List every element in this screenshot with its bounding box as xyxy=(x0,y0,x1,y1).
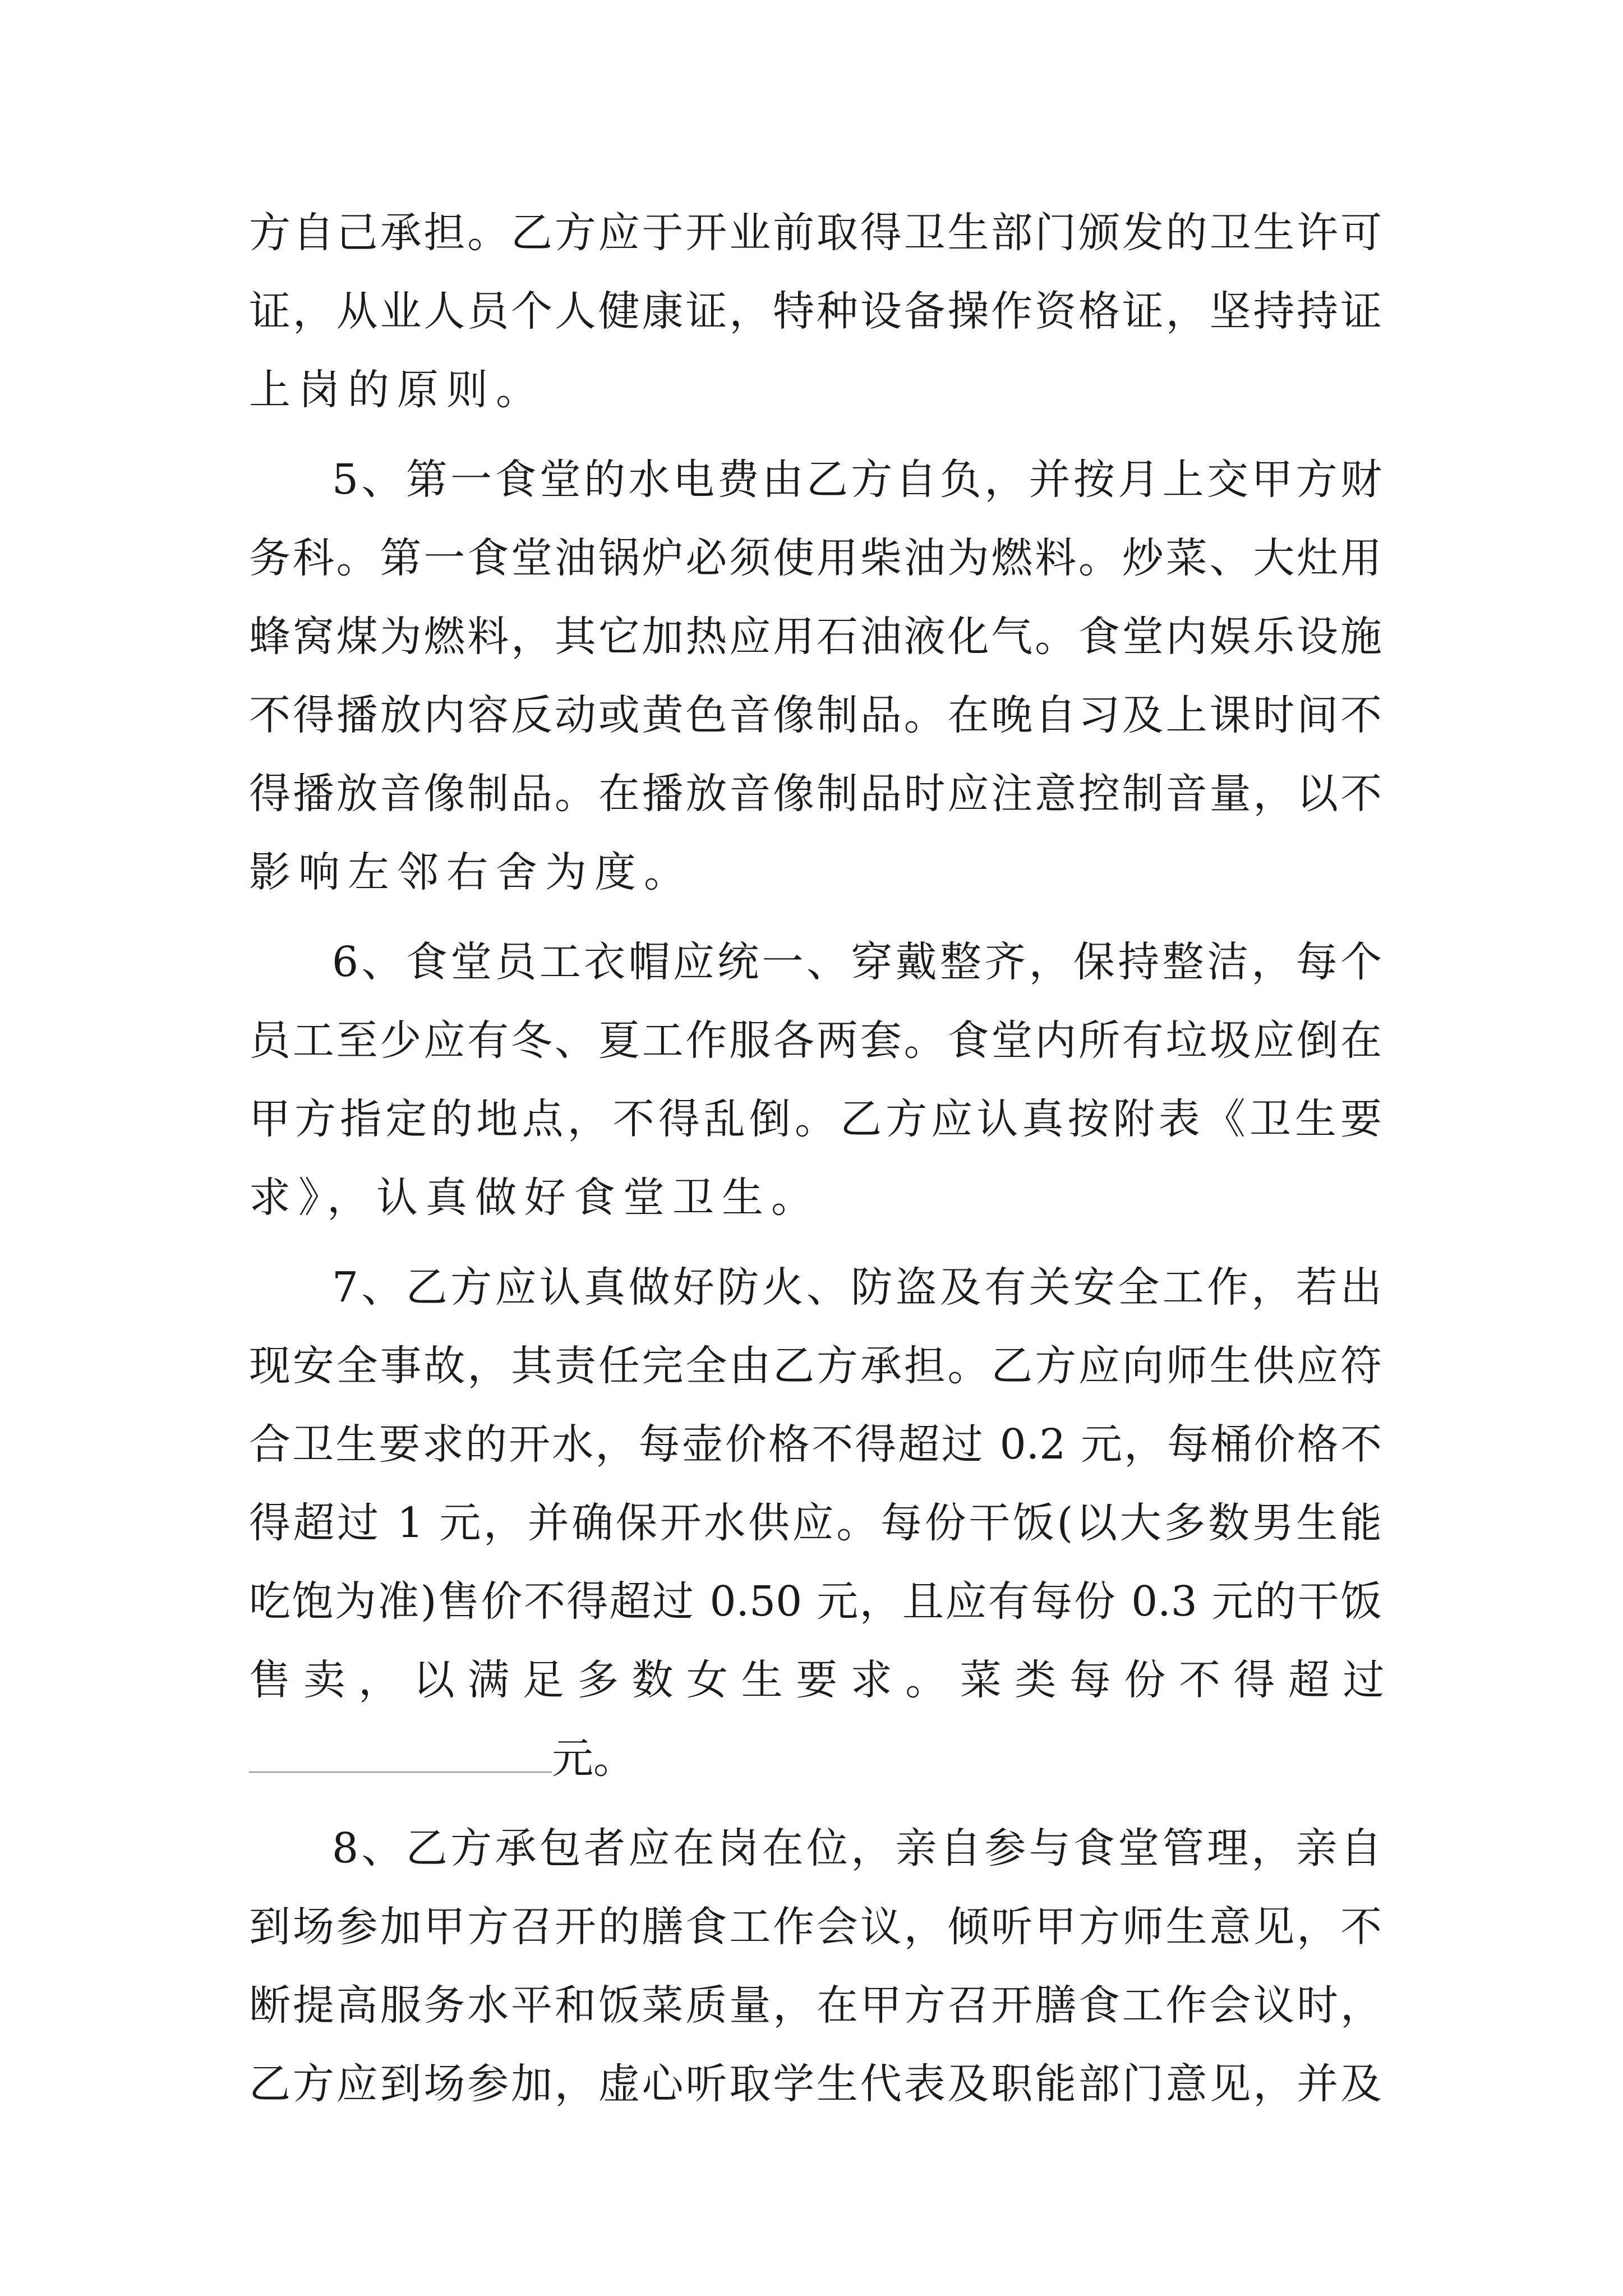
text-line: 方自己承担。乙方应于开业前取得卫生部门颁发的卫生许可 xyxy=(249,209,1382,257)
text-line: 乙方应到场参加，虚心听取学生代表及职能部门意见，并及 xyxy=(249,2060,1382,2108)
text-line: 求》，认真做好食堂卫生。 xyxy=(249,1174,820,1222)
text-line: 甲方指定的地点，不得乱倒。乙方应认真按附表《卫生要 xyxy=(249,1095,1382,1143)
text-line: 务科。第一食堂油锅炉必须使用柴油为燃料。炒菜、大灶用 xyxy=(249,534,1382,582)
blank-suffix-text: 元。 xyxy=(552,1734,635,1783)
paragraph-6-first-line: 6、食堂员工衣帽应统一、穿戴整齐，保持整洁，每个 xyxy=(332,938,1382,986)
text-line: 不得播放内容反动或黄色音像制品。在晚自习及上课时间不 xyxy=(249,691,1382,739)
text-line: 员工至少应有冬、夏工作服各两套。食堂内所有垃圾应倒在 xyxy=(249,1016,1382,1065)
text-line: 合卫生要求的开水，每壶价格不得超过 0.2 元，每桶价格不 xyxy=(249,1420,1382,1469)
text-line: 售 卖 ， 以 满 足 多 数 女 生 要 求 。 菜 类 每 份 不 得 超 过 xyxy=(249,1656,1385,1704)
text-line: 得播放音像制品。在播放音像制品时应注意控制音量，以不 xyxy=(249,770,1382,818)
text-line: 蜂窝煤为燃料，其它加热应用石油液化气。食堂内娱乐设施 xyxy=(249,613,1382,661)
text-line: 证，从业人员个人健康证，特种设备操作资格证，坚持持证 xyxy=(249,287,1382,335)
text-line: 现安全事故，其责任完全由乙方承担。乙方应向师生供应符 xyxy=(249,1342,1382,1390)
paragraph-7-first-line: 7、乙方应认真做好防火、防盗及有关安全工作，若出 xyxy=(332,1263,1382,1312)
text-line: 吃饱为准)售价不得超过 0.50 元，且应有每份 0.3 元的干饭 xyxy=(249,1577,1382,1626)
text-line: 上岗的原则。 xyxy=(249,366,545,414)
fill-in-blank-line xyxy=(249,1719,635,1798)
paragraph-8-first-line: 8、乙方承包者应在岗在位，亲自参与食堂管理，亲自 xyxy=(332,1824,1382,1872)
fill-in-blank[interactable] xyxy=(249,1727,552,1773)
text-line: 断提高服务水平和饭菜质量，在甲方召开膳食工作会议时， xyxy=(249,1981,1382,2030)
paragraph-5-first-line: 5、第一食堂的水电费由乙方自负，并按月上交甲方财 xyxy=(332,455,1382,504)
text-line: 影响左邻右舍为度。 xyxy=(249,848,693,896)
text-line: 得超过 1 元，并确保开水供应。每份干饭(以大多数男生能 xyxy=(249,1499,1382,1547)
text-line: 到场参加甲方召开的膳食工作会议，倾听甲方师生意见，不 xyxy=(249,1903,1382,1951)
